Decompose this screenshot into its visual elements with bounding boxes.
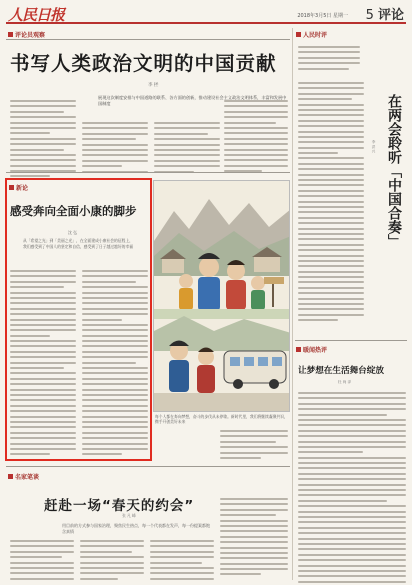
main-headline: 书写人类政治文明的中国贡献	[10, 52, 277, 75]
bottom-lede: 用目前的方式参与国家治理，聚焦民生热点，每一个代表都在发声，每一份提案都饱含真情	[62, 523, 210, 534]
tag-pinglunyuan	[8, 30, 45, 39]
bottom-headline: 赶赴一场“春天的约会”	[44, 498, 195, 514]
page-number-value: 5	[365, 8, 374, 23]
illustration-caption: 每个人都在奔向梦想，奋斗的步伐从未停歇。新时代里，我们将继续凝聚共识，携手开创美好未来	[155, 414, 288, 424]
bottom-author: 张 凡 峰	[122, 513, 136, 518]
xinlun-col-3	[220, 430, 288, 462]
bottom-col-3	[150, 540, 214, 583]
main-article-col-1	[10, 100, 76, 181]
divider	[295, 340, 407, 341]
page-number	[366, 4, 404, 23]
sidebar-author: 李 洪 兴	[372, 140, 376, 154]
cartoon-illustration	[153, 180, 290, 412]
divider	[6, 466, 290, 467]
xinlun-col-1	[10, 270, 76, 459]
newspaper-logo: 人民日报	[8, 6, 65, 24]
sidebar-headline: 在两会聆听「中国合奏」	[386, 94, 402, 248]
tag-nuanwen	[296, 345, 327, 354]
tag-label: 名家笔谈	[15, 474, 40, 481]
xinlun-col-2	[82, 270, 148, 459]
divider	[6, 39, 290, 40]
tag-label: 新论	[16, 185, 29, 192]
xinlun-author: 沈 弘	[68, 230, 78, 235]
nuanwen-body	[298, 392, 406, 585]
tag-marker-icon	[8, 474, 13, 479]
tag-label: 评论员观察	[15, 32, 46, 39]
dateline: 2018年3月5日 星期一	[297, 13, 348, 19]
illustration-artwork	[154, 181, 290, 412]
main-lede: 展现这次制度安排与中国道路的联系、各方面的创新，推动建设社会主义政治文明体系，丰富和发展中国制度	[98, 95, 287, 106]
bottom-col-2	[80, 540, 144, 583]
main-article-col-4	[224, 100, 288, 175]
main-article-col-3	[154, 122, 220, 176]
bottom-col-4	[220, 498, 288, 579]
masthead	[6, 4, 406, 24]
shiping-col-1	[298, 82, 364, 325]
main-byline: 李 拯	[148, 83, 159, 88]
shiping-lede	[298, 46, 360, 73]
divider	[6, 172, 290, 173]
tag-renmin-shiping	[296, 30, 327, 39]
tag-marker-icon	[9, 185, 14, 190]
xinlun-lede: 从「希望之光」到「美丽之光」，在全面建成小康社会的征程上，我们感受到了中国人的坚定和自信，感受到了日子越过越好的幸福	[22, 238, 134, 249]
nuanwen-author: 杜 尚 泽	[338, 380, 352, 384]
tag-label: 暖闻热评	[303, 347, 328, 354]
nuanwen-headline: 让梦想在生活舞台绽放	[298, 366, 384, 376]
tag-marker-icon	[8, 32, 13, 37]
xinlun-headline: 感受奔向全面小康的脚步	[10, 204, 137, 218]
tag-marker-icon	[296, 32, 301, 37]
tag-xinlun	[9, 183, 28, 192]
bottom-col-1	[10, 540, 74, 583]
main-article-col-2	[82, 122, 148, 176]
tag-mingjia	[8, 472, 39, 481]
tag-label: 人民时评	[303, 32, 328, 39]
column-divider	[292, 28, 293, 580]
tag-marker-icon	[296, 347, 301, 352]
section-name: 评论	[377, 8, 404, 23]
